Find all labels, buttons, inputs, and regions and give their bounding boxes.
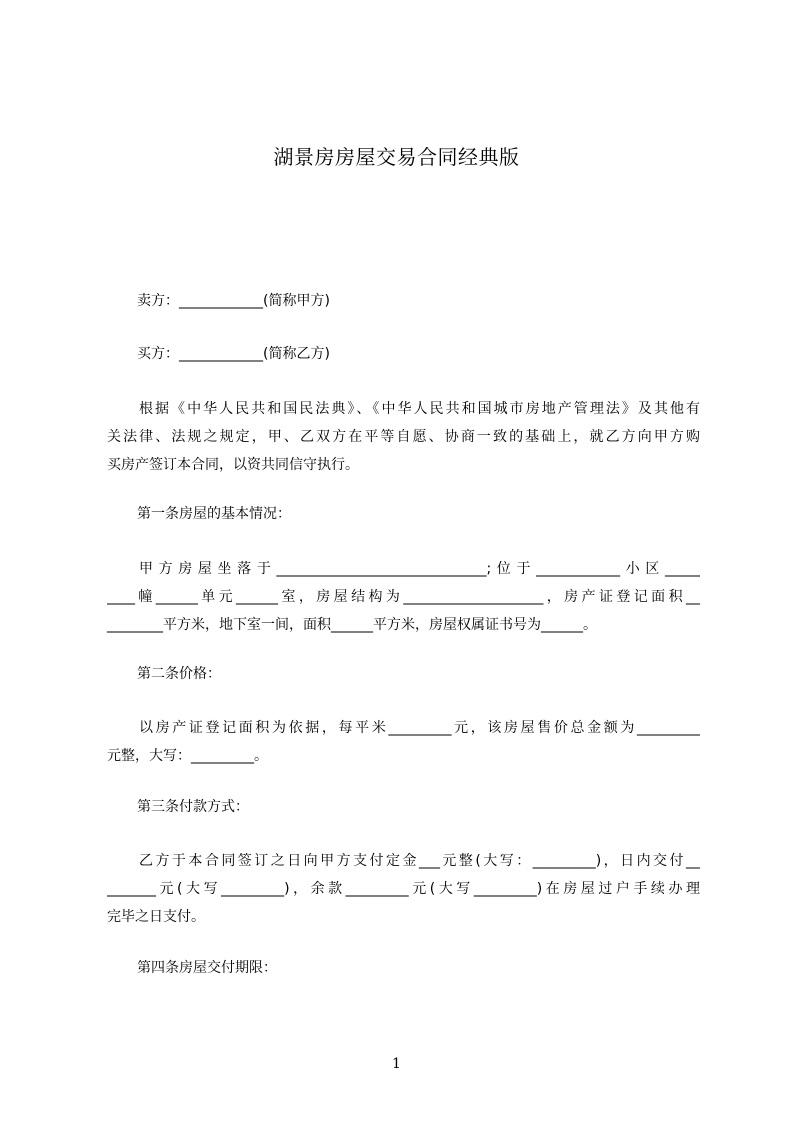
article-3-body [107, 847, 700, 931]
article-2-heading: 第二条价格： [137, 666, 221, 682]
article-3-line-1: 乙方于本合同签订之日向甲方支付定金___元整(大写：_________)，日内交付__ [139, 853, 700, 869]
article-1-line-1: 甲方房屋坐落于______________________________;位于____________小区_____ [139, 561, 700, 577]
seller-line: 卖方：____________(简称甲方) [137, 293, 330, 309]
document-title: 湖景房房屋交易合同经典版 [273, 145, 520, 169]
preamble-line-2: 关法律、法规之规定，甲、乙双方在平等自愿、协商一致的基础上，就乙方向甲方购 [107, 429, 700, 445]
article-2-line-2: 元整，大写：_________。 [107, 748, 268, 764]
article-1-heading: 第一条房屋的基本情况： [137, 506, 291, 522]
page-number: 1 [392, 1056, 401, 1072]
article-2-body [107, 714, 700, 770]
preamble-paragraph [107, 395, 700, 479]
preamble-line-3: 买房产签订本合同，以资共同信守执行。 [107, 457, 359, 473]
buyer-line: 买方：____________(简称乙方) [137, 346, 330, 362]
article-1-line-2: ____幢______单元______室，房屋结构为____________________，房产证登记面积__ [107, 589, 700, 605]
article-3-line-3: 完毕之日支付。 [107, 909, 205, 925]
preamble-line-1: 根据《中华人民共和国民法典》、《中华人民共和国城市房地产管理法》及其他有 [139, 401, 700, 417]
article-3-heading: 第三条付款方式： [137, 799, 249, 815]
article-1-body [107, 555, 700, 639]
article-2-line-1: 以房产证登记面积为依据，每平米_________元，该房屋售价总金额为_________ [139, 720, 700, 736]
article-1-line-3: ________平方米，地下室一间，面积______平方米，房屋权属证书号为______。 [107, 617, 597, 633]
article-4-heading: 第四条房屋交付期限： [137, 960, 277, 976]
article-3-line-2: _______元(大写_________)，余款_________元(大写_________)在房屋过户手续办理 [107, 881, 700, 897]
